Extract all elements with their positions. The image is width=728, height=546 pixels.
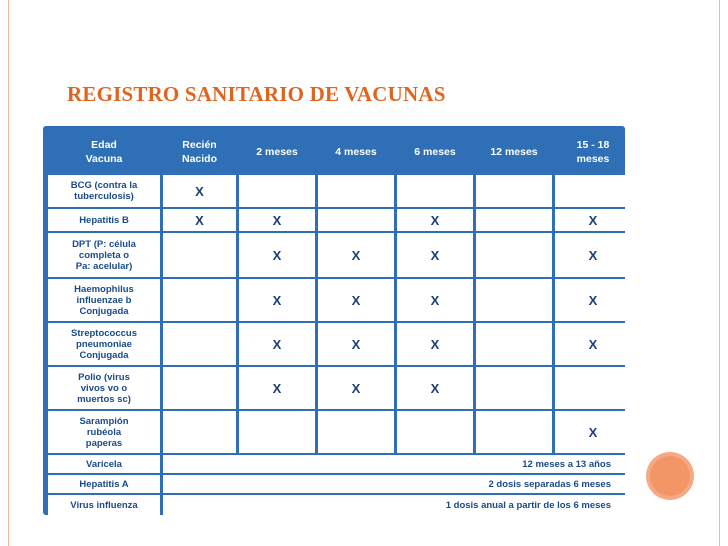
header-corner-line: Edad xyxy=(91,139,117,151)
dose-mark-cell: X xyxy=(239,323,315,365)
vaccine-name-line: completa o xyxy=(78,249,130,261)
empty-cell xyxy=(397,411,473,453)
dose-mark-cell: X xyxy=(555,233,631,277)
header-age-line: meses xyxy=(576,153,610,165)
dose-mark-cell: X xyxy=(239,233,315,277)
vaccine-name-line: muertos sc) xyxy=(77,393,131,405)
empty-cell xyxy=(163,367,236,409)
empty-cell xyxy=(239,175,315,207)
vaccine-name-line: paperas xyxy=(85,437,123,449)
empty-cell xyxy=(163,323,236,365)
dose-mark-cell: X xyxy=(163,175,236,207)
vaccine-name-cell xyxy=(48,367,160,409)
dose-mark-cell: X xyxy=(555,411,631,453)
empty-cell xyxy=(163,233,236,277)
table-row xyxy=(48,475,631,493)
vaccine-name-line: Pa: acelular) xyxy=(75,260,133,272)
table-row xyxy=(48,495,631,515)
vaccine-name-line: Streptococcus xyxy=(71,327,137,339)
dose-mark-cell: X xyxy=(397,209,473,231)
empty-cell xyxy=(163,279,236,321)
empty-cell xyxy=(318,175,394,207)
vaccine-name-line: Sarampión xyxy=(79,415,129,427)
decorative-circle xyxy=(646,452,694,500)
header-age-5 xyxy=(555,131,631,173)
vaccine-name-line: Polio (virus xyxy=(78,371,130,383)
vaccine-name-line: Conjugada xyxy=(79,349,129,361)
table-row xyxy=(48,411,631,453)
dose-mark-cell: X xyxy=(555,209,631,231)
vaccine-name-cell xyxy=(48,279,160,321)
vaccine-name-cell xyxy=(48,455,160,473)
dose-mark-cell: X xyxy=(239,209,315,231)
vaccine-name-line: vivos vo o xyxy=(80,382,128,394)
vaccine-name-line: Hepatitis A xyxy=(79,478,129,490)
empty-cell xyxy=(476,411,552,453)
header-corner-line: Vacuna xyxy=(85,153,123,165)
table-header-row xyxy=(48,131,631,173)
dose-mark-cell: X xyxy=(239,279,315,321)
schedule-note-cell: 12 meses a 13 años xyxy=(163,455,631,473)
vaccine-name-line: BCG (contra la xyxy=(70,180,138,191)
dose-mark-cell: X xyxy=(555,323,631,365)
header-age-line: 4 meses xyxy=(335,146,377,158)
schedule-note-cell: 2 dosis separadas 6 meses xyxy=(163,475,631,493)
empty-cell xyxy=(163,411,236,453)
vaccine-name-line: DPT (P: célula xyxy=(72,238,136,250)
header-age-line: Recién xyxy=(182,139,217,151)
header-age-2 xyxy=(318,131,394,173)
dose-mark-cell: X xyxy=(318,323,394,365)
empty-cell xyxy=(476,323,552,365)
empty-cell xyxy=(476,367,552,409)
dose-mark-cell: X xyxy=(397,233,473,277)
dose-mark-cell: X xyxy=(163,209,236,231)
dose-mark-cell: X xyxy=(397,279,473,321)
empty-cell xyxy=(318,411,394,453)
table-row xyxy=(48,233,631,277)
vaccine-name-line: Varicela xyxy=(86,458,122,470)
header-age-line: 12 meses xyxy=(490,146,538,158)
vaccine-name-line: Hepatitis B xyxy=(79,214,129,226)
empty-cell xyxy=(476,279,552,321)
vaccine-name-cell xyxy=(48,233,160,277)
table-row xyxy=(48,279,631,321)
table-row xyxy=(48,367,631,409)
dose-mark-cell: X xyxy=(239,367,315,409)
schedule-note-cell: 1 dosis anual a partir de los 6 meses xyxy=(163,495,631,515)
empty-cell xyxy=(476,233,552,277)
table-body xyxy=(48,175,631,515)
vaccine-table-panel xyxy=(43,126,625,515)
table-row xyxy=(48,455,631,473)
vaccine-name-line: Haemophilus xyxy=(74,283,134,295)
header-corner-edad-vacuna xyxy=(48,131,160,173)
vaccine-name-cell xyxy=(48,411,160,453)
vaccine-name-cell xyxy=(48,475,160,493)
slide-title: REGISTRO SANITARIO DE VACUNAS xyxy=(67,82,446,106)
header-age-0 xyxy=(163,131,236,173)
empty-cell xyxy=(318,209,394,231)
empty-cell xyxy=(239,411,315,453)
header-age-line: 15 - 18 xyxy=(576,139,610,151)
vaccine-name-line: Conjugada xyxy=(79,305,129,317)
header-age-line: 6 meses xyxy=(414,146,456,158)
vaccine-name-cell xyxy=(48,495,160,515)
header-age-line: Nacido xyxy=(181,153,217,165)
header-age-1 xyxy=(239,131,315,173)
vaccine-name-line: influenzae b xyxy=(76,294,132,306)
vaccine-name-line: pneumoniae xyxy=(76,338,132,350)
empty-cell xyxy=(555,367,631,409)
table-row xyxy=(48,175,631,207)
dose-mark-cell: X xyxy=(397,367,473,409)
empty-cell xyxy=(476,209,552,231)
dose-mark-cell: X xyxy=(397,323,473,365)
table-row xyxy=(48,323,631,365)
vaccine-name-cell xyxy=(48,175,160,207)
table-row xyxy=(48,209,631,231)
dose-mark-cell: X xyxy=(318,233,394,277)
empty-cell xyxy=(476,175,552,207)
empty-cell xyxy=(555,175,631,207)
dose-mark-cell: X xyxy=(555,279,631,321)
vaccine-name-cell xyxy=(48,323,160,365)
dose-mark-cell: X xyxy=(318,367,394,409)
vaccine-name-cell xyxy=(48,209,160,231)
vaccine-name-line: Virus influenza xyxy=(70,499,138,511)
empty-cell xyxy=(397,175,473,207)
vaccine-name-line: tuberculosis) xyxy=(74,191,134,202)
header-age-3 xyxy=(397,131,473,173)
dose-mark-cell: X xyxy=(318,279,394,321)
header-age-line: 2 meses xyxy=(256,146,298,158)
header-age-4 xyxy=(476,131,552,173)
vaccine-name-line: rubéola xyxy=(86,426,122,438)
vaccine-schedule-table xyxy=(45,129,634,517)
